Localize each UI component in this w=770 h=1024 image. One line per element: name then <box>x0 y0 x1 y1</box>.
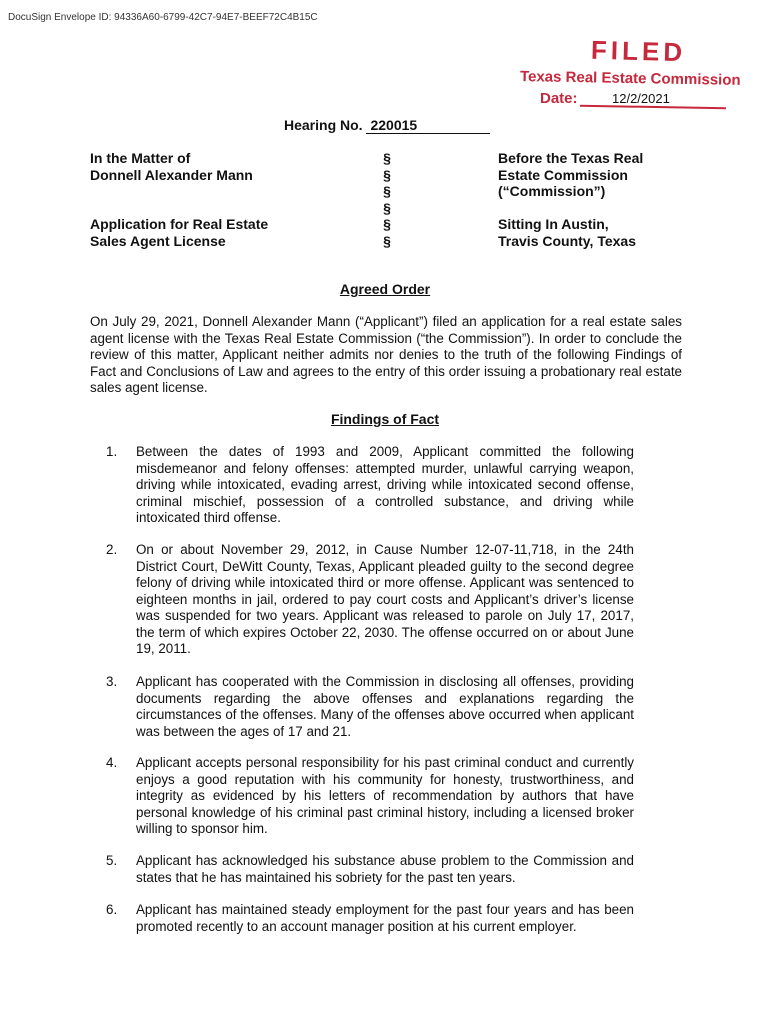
hearing-number-line <box>284 117 490 134</box>
docusign-envelope-id: DocuSign Envelope ID: 94336A60-6799-42C7-94E7-BEEF72C4B15C <box>8 12 318 23</box>
section-mark: § <box>383 232 391 249</box>
finding-item-6 <box>90 902 634 935</box>
caption-applicant-name: Donnell Alexander Mann <box>90 166 253 183</box>
stamp-date-label: Date: <box>540 90 578 107</box>
finding-item-3 <box>90 674 634 740</box>
caption-matter-of: In the Matter of <box>90 150 191 166</box>
finding-item-2 <box>90 542 634 658</box>
caption-before-line-2: Estate Commission <box>498 166 628 183</box>
finding-number: 3. <box>106 674 118 689</box>
stamp-filed-text: FILED <box>590 34 687 68</box>
finding-text: Applicant has acknowledged his substance abuse problem to the Commission and states that he has maintained his sobriety for the past ten years. <box>136 853 634 885</box>
finding-text: Between the dates of 1993 and 2009, Applicant committed the following misdemeanor and felony offenses: attempted murder, unlawful carrying weapon, driving while intoxicated, evading arrest, driving while intoxicated second offense, criminal mischief, possession of a controlled substance, and driving while intoxicated third offense. <box>136 444 634 525</box>
agreed-order-title: Agreed Order <box>339 281 431 297</box>
finding-number: 2. <box>106 542 118 557</box>
caption-right-column <box>498 150 643 249</box>
caption-section-marks <box>380 150 394 249</box>
stamp-commission-text: Texas Real Estate Commission <box>519 68 741 89</box>
finding-number: 4. <box>106 755 118 770</box>
finding-text: On or about November 29, 2012, in Cause Number 12-07-11,718, in the 24th District Court, DeWitt County, Texas, Applicant pleaded guilty to the second degree felony of driving while intoxicated third or more offense. Applicant was sentenced to eighteen months in jail, ordered to pay court costs and Applicant’s driver’s license was suspended for two years. Applicant was released to parole on July 17, 2017, the term of which expires October 22, 2030. The offense occurred on or about June 19, 2011. <box>136 542 634 656</box>
hearing-label: Hearing No. <box>284 117 363 133</box>
caption-before-line-3: (“Commission”) <box>498 183 606 199</box>
finding-text: Applicant has cooperated with the Commission in disclosing all offenses, providing documents regarding the above offenses and explanations regarding the circumstances of the offenses. Many of the offenses above occurred when applicant was between the ages of 17 and 21. <box>136 674 634 739</box>
caption-left-column <box>90 150 268 249</box>
finding-text: Applicant has maintained steady employment for the past four years and has been promoted recently to an account manager position at his current employer. <box>136 902 634 934</box>
finding-number: 1. <box>106 444 118 459</box>
finding-item-1 <box>90 444 634 527</box>
finding-number: 6. <box>106 902 118 917</box>
section-mark: § <box>383 216 391 232</box>
finding-item-5 <box>90 853 634 886</box>
caption-before-line-1: Before the Texas Real <box>498 150 644 166</box>
hearing-number: 220015 <box>366 118 490 134</box>
finding-item-4 <box>90 755 634 838</box>
caption-application-line-2: Sales Agent License <box>90 232 226 249</box>
caption-sitting-line-1: Sitting In Austin, <box>498 216 609 232</box>
stamp-date-value: 12/2/2021 <box>612 91 670 106</box>
findings-of-fact-title: Findings of Fact <box>330 411 440 427</box>
caption-sitting-line-2: Travis County, Texas <box>498 232 636 249</box>
section-mark: § <box>383 166 391 183</box>
section-mark: § <box>383 150 391 166</box>
section-mark: § <box>383 183 391 199</box>
finding-text: Applicant accepts personal responsibility for his past criminal conduct and currently enjoys a good reputation with his community for honesty, trustworthiness, and integrity as evidenced by his letters of recommendation by authors that have personal knowledge of his criminal past criminal history, including a licensed broker willing to sponsor him. <box>136 755 634 836</box>
intro-paragraph: On July 29, 2021, Donnell Alexander Mann (“Applicant”) filed an application for a real estate sales agent license with the Texas Real Estate Commission (“the Commission”). In order to conclude the review of this matter, Applicant neither admits nor denies to the truth of the following Findings of Fact and Conclusions of Law and agrees to the entry of this order issuing a probationary real estate sales agent license. <box>90 314 682 395</box>
caption-application-line-1: Application for Real Estate <box>90 216 269 232</box>
section-mark: § <box>383 199 391 216</box>
finding-number: 5. <box>106 853 118 868</box>
